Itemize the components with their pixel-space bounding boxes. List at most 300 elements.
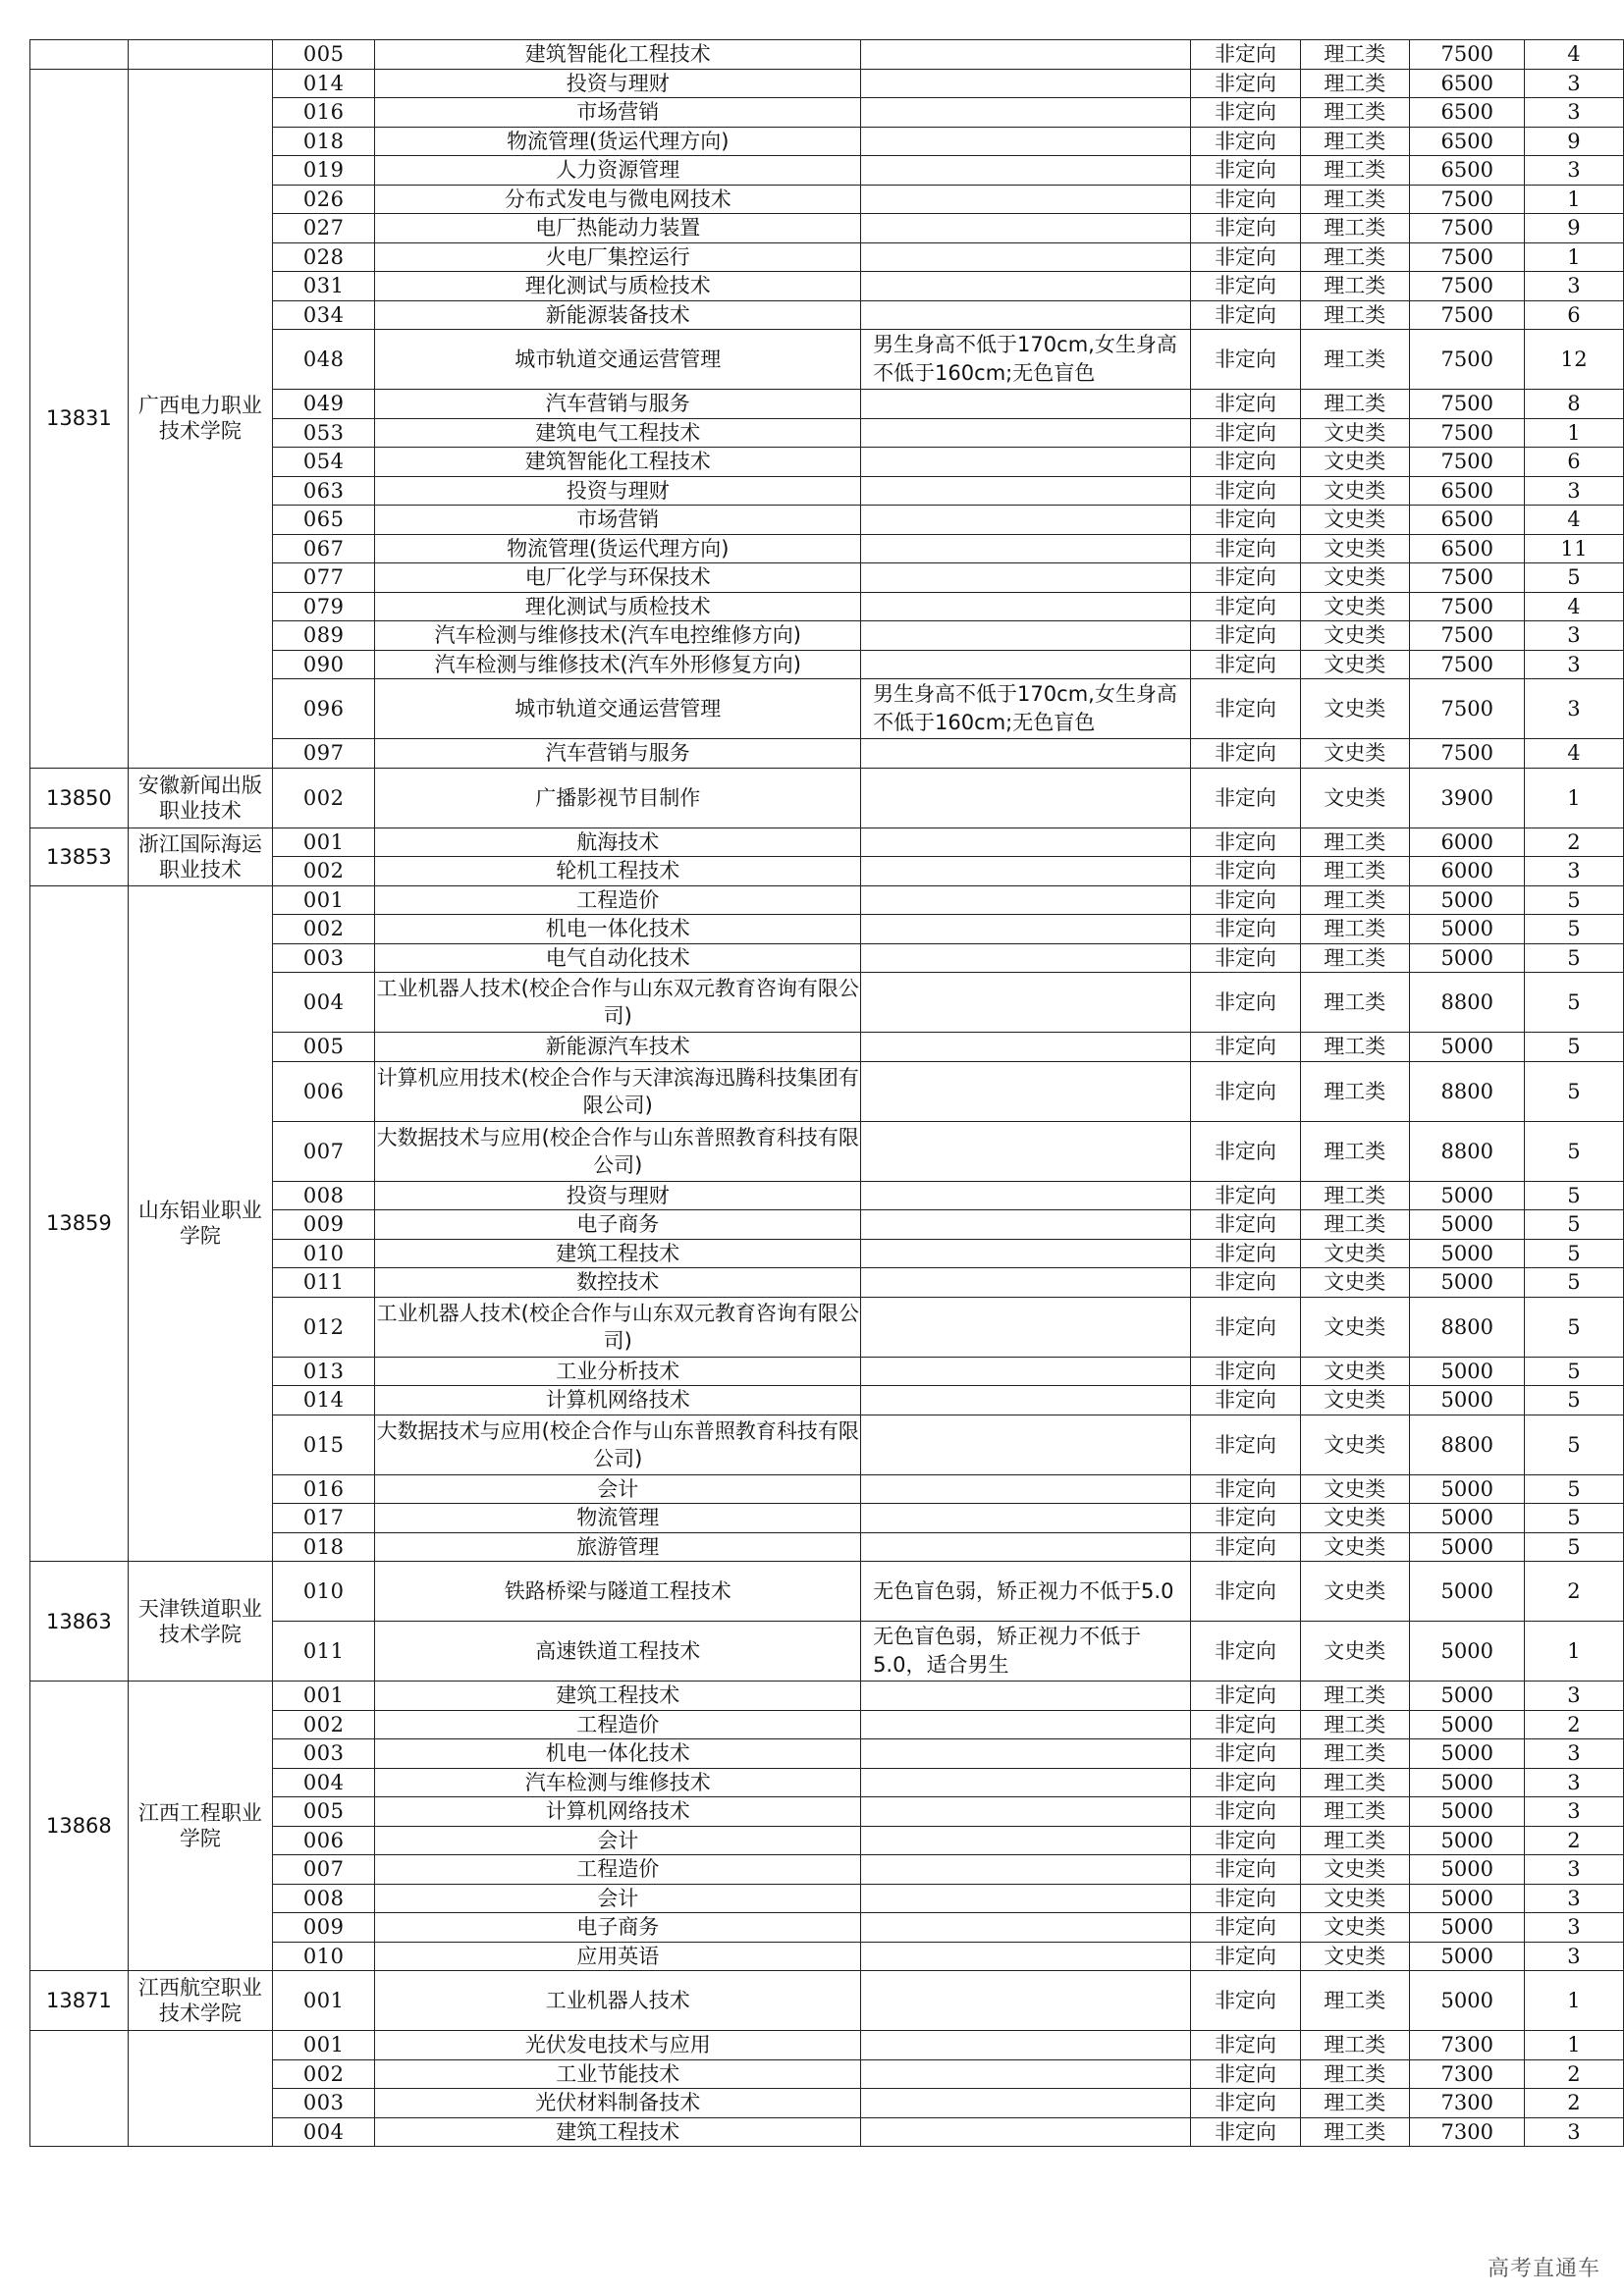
- major-name-cell: 计算机网络技术: [375, 1386, 861, 1415]
- tuition-cell: 7300: [1409, 2031, 1525, 2060]
- major-code-cell: 004: [272, 2117, 375, 2147]
- major-name-cell: 汽车营销与服务: [375, 390, 861, 419]
- plan-type-cell: 非定向: [1191, 592, 1300, 621]
- category-cell: 理工类: [1300, 1181, 1409, 1210]
- major-name-cell: 机电一体化技术: [375, 1739, 861, 1769]
- major-code-cell: 001: [272, 2031, 375, 2060]
- plan-type-cell: 非定向: [1191, 506, 1300, 535]
- quota-cell: 6: [1525, 448, 1624, 477]
- note-cell: [861, 857, 1191, 886]
- major-code-cell: 001: [272, 1682, 375, 1711]
- tuition-cell: 5000: [1409, 1357, 1525, 1386]
- major-name-cell: 航海技术: [375, 828, 861, 857]
- note-cell: [861, 1357, 1191, 1386]
- note-cell: [861, 2089, 1191, 2118]
- major-name-cell: 机电一体化技术: [375, 915, 861, 944]
- plan-type-cell: 非定向: [1191, 1532, 1300, 1562]
- note-cell: [861, 418, 1191, 448]
- category-cell: 文史类: [1300, 1268, 1409, 1298]
- quota-cell: 2: [1525, 828, 1624, 857]
- tuition-cell: 5000: [1409, 1033, 1525, 1062]
- quota-cell: 5: [1525, 1357, 1624, 1386]
- major-name-cell: 会计: [375, 1884, 861, 1913]
- table-row: [30, 1971, 1624, 2031]
- category-cell: 文史类: [1300, 1562, 1409, 1622]
- quota-cell: 3: [1525, 98, 1624, 128]
- note-cell: [861, 40, 1191, 70]
- major-name-cell: 物流管理(货运代理方向): [375, 127, 861, 156]
- quota-cell: 3: [1525, 1942, 1624, 1971]
- note-cell: [861, 2031, 1191, 2060]
- major-code-cell: 016: [272, 1474, 375, 1504]
- category-cell: 文史类: [1300, 679, 1409, 739]
- major-name-cell: 工业节能技术: [375, 2059, 861, 2089]
- school-code-cell: 13871: [30, 1971, 129, 2031]
- tuition-cell: 5000: [1409, 943, 1525, 973]
- tuition-cell: 6500: [1409, 69, 1525, 98]
- tuition-cell: 5000: [1409, 1826, 1525, 1855]
- major-code-cell: 018: [272, 1532, 375, 1562]
- major-code-cell: 002: [272, 915, 375, 944]
- plan-type-cell: 非定向: [1191, 1415, 1300, 1474]
- school-name-cell: 山东铝业职业学院: [128, 885, 272, 1562]
- tuition-cell: 6500: [1409, 476, 1525, 506]
- tuition-cell: 8800: [1409, 1121, 1525, 1181]
- major-name-cell: 分布式发电与微电网技术: [375, 185, 861, 214]
- major-name-cell: 铁路桥梁与隧道工程技术: [375, 1562, 861, 1622]
- plan-type-cell: 非定向: [1191, 1942, 1300, 1971]
- category-cell: 理工类: [1300, 127, 1409, 156]
- major-code-cell: 005: [272, 40, 375, 70]
- quota-cell: 5: [1525, 1504, 1624, 1533]
- note-cell: [861, 1121, 1191, 1181]
- category-cell: 文史类: [1300, 621, 1409, 651]
- category-cell: 理工类: [1300, 857, 1409, 886]
- plan-type-cell: 非定向: [1191, 2031, 1300, 2060]
- tuition-cell: 8800: [1409, 973, 1525, 1033]
- plan-type-cell: 非定向: [1191, 650, 1300, 679]
- plan-type-cell: 非定向: [1191, 418, 1300, 448]
- quota-cell: 5: [1525, 1386, 1624, 1415]
- category-cell: 理工类: [1300, 1033, 1409, 1062]
- plan-type-cell: 非定向: [1191, 1710, 1300, 1739]
- category-cell: 理工类: [1300, 390, 1409, 419]
- tuition-cell: 7300: [1409, 2089, 1525, 2118]
- quota-cell: 3: [1525, 1682, 1624, 1711]
- major-name-cell: 电子商务: [375, 1913, 861, 1943]
- quota-cell: 9: [1525, 127, 1624, 156]
- major-code-cell: 008: [272, 1181, 375, 1210]
- major-name-cell: 物流管理: [375, 1504, 861, 1533]
- plan-type-cell: 非定向: [1191, 857, 1300, 886]
- category-cell: 文史类: [1300, 506, 1409, 535]
- quota-cell: 5: [1525, 1415, 1624, 1474]
- category-cell: 理工类: [1300, 915, 1409, 944]
- note-cell: [861, 272, 1191, 301]
- plan-type-cell: 非定向: [1191, 40, 1300, 70]
- plan-type-cell: 非定向: [1191, 1386, 1300, 1415]
- table-row: [30, 69, 1624, 98]
- note-cell: [861, 650, 1191, 679]
- major-code-cell: 034: [272, 300, 375, 330]
- major-code-cell: 049: [272, 390, 375, 419]
- major-code-cell: 001: [272, 828, 375, 857]
- plan-type-cell: 非定向: [1191, 1357, 1300, 1386]
- tuition-cell: 5000: [1409, 1210, 1525, 1240]
- plan-type-cell: 非定向: [1191, 214, 1300, 243]
- tuition-cell: 8800: [1409, 1297, 1525, 1357]
- tuition-cell: 7300: [1409, 2117, 1525, 2147]
- major-name-cell: 工业机器人技术(校企合作与山东双元教育咨询有限公司): [375, 973, 861, 1033]
- quota-cell: 5: [1525, 1474, 1624, 1504]
- quota-cell: 3: [1525, 1739, 1624, 1769]
- quota-cell: 4: [1525, 40, 1624, 70]
- major-code-cell: 048: [272, 330, 375, 390]
- school-code-cell: 13850: [30, 768, 129, 828]
- major-code-cell: 026: [272, 185, 375, 214]
- major-name-cell: 工程造价: [375, 1710, 861, 1739]
- table-row: [30, 885, 1624, 915]
- major-code-cell: 096: [272, 679, 375, 739]
- category-cell: 理工类: [1300, 156, 1409, 186]
- tuition-cell: 5000: [1409, 1386, 1525, 1415]
- note-cell: [861, 1061, 1191, 1121]
- category-cell: 文史类: [1300, 1415, 1409, 1474]
- school-code-cell: 13859: [30, 885, 129, 1562]
- major-code-cell: 005: [272, 1797, 375, 1827]
- category-cell: 文史类: [1300, 1942, 1409, 1971]
- category-cell: 理工类: [1300, 973, 1409, 1033]
- quota-cell: 3: [1525, 650, 1624, 679]
- plan-type-cell: 非定向: [1191, 915, 1300, 944]
- quota-cell: 3: [1525, 1797, 1624, 1827]
- note-cell: [861, 300, 1191, 330]
- note-cell: 男生身高不低于170cm,女生身高不低于160cm;无色盲色: [861, 330, 1191, 390]
- category-cell: 理工类: [1300, 1797, 1409, 1827]
- major-name-cell: 建筑工程技术: [375, 1239, 861, 1268]
- category-cell: 理工类: [1300, 272, 1409, 301]
- quota-cell: 2: [1525, 1562, 1624, 1622]
- major-name-cell: 轮机工程技术: [375, 857, 861, 886]
- category-cell: 理工类: [1300, 828, 1409, 857]
- major-code-cell: 009: [272, 1913, 375, 1943]
- tuition-cell: 5000: [1409, 1855, 1525, 1885]
- tuition-cell: 5000: [1409, 1562, 1525, 1622]
- quota-cell: 3: [1525, 1884, 1624, 1913]
- major-name-cell: 电气自动化技术: [375, 943, 861, 973]
- tuition-cell: 6000: [1409, 857, 1525, 886]
- quota-cell: 1: [1525, 418, 1624, 448]
- quota-cell: 3: [1525, 679, 1624, 739]
- plan-type-cell: 非定向: [1191, 1297, 1300, 1357]
- major-code-cell: 005: [272, 1033, 375, 1062]
- tuition-cell: 5000: [1409, 1532, 1525, 1562]
- category-cell: 理工类: [1300, 1710, 1409, 1739]
- quota-cell: 5: [1525, 1268, 1624, 1298]
- category-cell: 理工类: [1300, 1768, 1409, 1797]
- quota-cell: 5: [1525, 1210, 1624, 1240]
- quota-cell: 1: [1525, 2031, 1624, 2060]
- major-name-cell: 大数据技术与应用(校企合作与山东普照教育科技有限公司): [375, 1121, 861, 1181]
- category-cell: 理工类: [1300, 2117, 1409, 2147]
- note-cell: [861, 1532, 1191, 1562]
- quota-cell: 8: [1525, 390, 1624, 419]
- quota-cell: 2: [1525, 1710, 1624, 1739]
- quota-cell: 5: [1525, 1239, 1624, 1268]
- note-cell: [861, 127, 1191, 156]
- quota-cell: 5: [1525, 1181, 1624, 1210]
- watermark: 高考直通车: [1487, 2257, 1600, 2281]
- tuition-cell: 5000: [1409, 1268, 1525, 1298]
- note-cell: [861, 1268, 1191, 1298]
- quota-cell: 5: [1525, 973, 1624, 1033]
- category-cell: 理工类: [1300, 1061, 1409, 1121]
- tuition-cell: 8800: [1409, 1415, 1525, 1474]
- major-name-cell: 光伏材料制备技术: [375, 2089, 861, 2118]
- plan-type-cell: 非定向: [1191, 127, 1300, 156]
- table-row: [30, 1562, 1624, 1622]
- note-cell: [861, 98, 1191, 128]
- category-cell: 理工类: [1300, 2059, 1409, 2089]
- plan-type-cell: 非定向: [1191, 1181, 1300, 1210]
- quota-cell: 3: [1525, 1913, 1624, 1943]
- plan-type-cell: 非定向: [1191, 1061, 1300, 1121]
- note-cell: [861, 1239, 1191, 1268]
- major-code-cell: 027: [272, 214, 375, 243]
- plan-type-cell: 非定向: [1191, 448, 1300, 477]
- major-name-cell: 工业分析技术: [375, 1357, 861, 1386]
- plan-type-cell: 非定向: [1191, 1474, 1300, 1504]
- tuition-cell: 5000: [1409, 1768, 1525, 1797]
- major-code-cell: 016: [272, 98, 375, 128]
- category-cell: 文史类: [1300, 739, 1409, 769]
- major-code-cell: 097: [272, 739, 375, 769]
- school-code-cell: 13863: [30, 1562, 129, 1682]
- note-cell: [861, 1826, 1191, 1855]
- table-body: [30, 40, 1624, 2147]
- category-cell: 文史类: [1300, 650, 1409, 679]
- plan-type-cell: 非定向: [1191, 1971, 1300, 2031]
- major-name-cell: 火电厂集控运行: [375, 242, 861, 272]
- note-cell: [861, 1710, 1191, 1739]
- table-row: [30, 40, 1624, 70]
- plan-type-cell: 非定向: [1191, 272, 1300, 301]
- quota-cell: 5: [1525, 1061, 1624, 1121]
- note-cell: [861, 1297, 1191, 1357]
- major-name-cell: 高速铁道工程技术: [375, 1622, 861, 1682]
- note-cell: [861, 1181, 1191, 1210]
- major-name-cell: 会计: [375, 1474, 861, 1504]
- quota-cell: 4: [1525, 739, 1624, 769]
- category-cell: 文史类: [1300, 768, 1409, 828]
- category-cell: 文史类: [1300, 1474, 1409, 1504]
- plan-type-cell: 非定向: [1191, 390, 1300, 419]
- major-name-cell: 旅游管理: [375, 1532, 861, 1562]
- major-code-cell: 067: [272, 534, 375, 563]
- major-code-cell: 012: [272, 1297, 375, 1357]
- plan-type-cell: 非定向: [1191, 1033, 1300, 1062]
- major-code-cell: 079: [272, 592, 375, 621]
- plan-type-cell: 非定向: [1191, 1884, 1300, 1913]
- quota-cell: 3: [1525, 69, 1624, 98]
- major-name-cell: 光伏发电技术与应用: [375, 2031, 861, 2060]
- plan-type-cell: 非定向: [1191, 768, 1300, 828]
- tuition-cell: 3900: [1409, 768, 1525, 828]
- note-cell: [861, 476, 1191, 506]
- major-code-cell: 006: [272, 1061, 375, 1121]
- plan-type-cell: 非定向: [1191, 1562, 1300, 1622]
- tuition-cell: 8800: [1409, 1061, 1525, 1121]
- quota-cell: 11: [1525, 534, 1624, 563]
- major-code-cell: 010: [272, 1942, 375, 1971]
- major-code-cell: 077: [272, 563, 375, 593]
- note-cell: [861, 2059, 1191, 2089]
- major-code-cell: 014: [272, 1386, 375, 1415]
- note-cell: [861, 69, 1191, 98]
- major-name-cell: 汽车检测与维修技术(汽车外形修复方向): [375, 650, 861, 679]
- category-cell: 理工类: [1300, 1971, 1409, 2031]
- major-code-cell: 004: [272, 1768, 375, 1797]
- plan-type-cell: 非定向: [1191, 98, 1300, 128]
- school-name-cell: 天津铁道职业技术学院: [128, 1562, 272, 1682]
- major-code-cell: 017: [272, 1504, 375, 1533]
- school-name-cell: [128, 40, 272, 70]
- major-name-cell: 理化测试与质检技术: [375, 592, 861, 621]
- note-cell: [861, 1033, 1191, 1062]
- note-cell: [861, 506, 1191, 535]
- plan-type-cell: 非定向: [1191, 1739, 1300, 1769]
- tuition-cell: 5000: [1409, 1239, 1525, 1268]
- major-name-cell: 会计: [375, 1826, 861, 1855]
- plan-type-cell: 非定向: [1191, 1855, 1300, 1885]
- quota-cell: 5: [1525, 1297, 1624, 1357]
- major-name-cell: 建筑电气工程技术: [375, 418, 861, 448]
- tuition-cell: 7500: [1409, 242, 1525, 272]
- major-name-cell: 城市轨道交通运营管理: [375, 330, 861, 390]
- tuition-cell: 7500: [1409, 563, 1525, 593]
- major-code-cell: 006: [272, 1826, 375, 1855]
- category-cell: 理工类: [1300, 1210, 1409, 1240]
- category-cell: 文史类: [1300, 1884, 1409, 1913]
- quota-cell: 1: [1525, 1971, 1624, 2031]
- quota-cell: 3: [1525, 1855, 1624, 1885]
- quota-cell: 1: [1525, 185, 1624, 214]
- major-name-cell: 新能源装备技术: [375, 300, 861, 330]
- quota-cell: 1: [1525, 242, 1624, 272]
- school-code-cell: 13831: [30, 69, 129, 768]
- quota-cell: 9: [1525, 214, 1624, 243]
- category-cell: 文史类: [1300, 1913, 1409, 1943]
- tuition-cell: 5000: [1409, 1797, 1525, 1827]
- major-name-cell: 城市轨道交通运营管理: [375, 679, 861, 739]
- major-code-cell: 003: [272, 943, 375, 973]
- major-code-cell: 011: [272, 1622, 375, 1682]
- major-code-cell: 002: [272, 857, 375, 886]
- quota-cell: 4: [1525, 592, 1624, 621]
- tuition-cell: 5000: [1409, 915, 1525, 944]
- major-name-cell: 工业机器人技术: [375, 1971, 861, 2031]
- quota-cell: 3: [1525, 621, 1624, 651]
- major-name-cell: 广播影视节目制作: [375, 768, 861, 828]
- category-cell: 理工类: [1300, 1121, 1409, 1181]
- category-cell: 文史类: [1300, 448, 1409, 477]
- note-cell: [861, 156, 1191, 186]
- tuition-cell: 5000: [1409, 1884, 1525, 1913]
- note-cell: [861, 448, 1191, 477]
- category-cell: 文史类: [1300, 1297, 1409, 1357]
- category-cell: 文史类: [1300, 592, 1409, 621]
- quota-cell: 2: [1525, 2089, 1624, 2118]
- note-cell: [861, 1913, 1191, 1943]
- plan-type-cell: 非定向: [1191, 1682, 1300, 1711]
- tuition-cell: 7500: [1409, 650, 1525, 679]
- note-cell: [861, 768, 1191, 828]
- note-cell: [861, 1210, 1191, 1240]
- plan-type-cell: 非定向: [1191, 973, 1300, 1033]
- major-code-cell: 015: [272, 1415, 375, 1474]
- note-cell: [861, 739, 1191, 769]
- tuition-cell: 7500: [1409, 739, 1525, 769]
- quota-cell: 1: [1525, 768, 1624, 828]
- plan-type-cell: 非定向: [1191, 943, 1300, 973]
- major-name-cell: 汽车检测与维修技术(汽车电控维修方向): [375, 621, 861, 651]
- plan-type-cell: 非定向: [1191, 1768, 1300, 1797]
- note-cell: [861, 1474, 1191, 1504]
- major-name-cell: 工程造价: [375, 885, 861, 915]
- note-cell: [861, 1884, 1191, 1913]
- school-code-cell: [30, 2031, 129, 2147]
- category-cell: 文史类: [1300, 1532, 1409, 1562]
- major-name-cell: 理化测试与质检技术: [375, 272, 861, 301]
- major-name-cell: 新能源汽车技术: [375, 1033, 861, 1062]
- category-cell: 文史类: [1300, 563, 1409, 593]
- major-name-cell: 投资与理财: [375, 69, 861, 98]
- major-code-cell: 019: [272, 156, 375, 186]
- major-code-cell: 010: [272, 1562, 375, 1622]
- tuition-cell: 7500: [1409, 40, 1525, 70]
- major-name-cell: 投资与理财: [375, 476, 861, 506]
- category-cell: 理工类: [1300, 1739, 1409, 1769]
- category-cell: 理工类: [1300, 2089, 1409, 2118]
- tuition-cell: 7500: [1409, 621, 1525, 651]
- note-cell: [861, 1739, 1191, 1769]
- major-code-cell: 011: [272, 1268, 375, 1298]
- tuition-cell: 6500: [1409, 534, 1525, 563]
- category-cell: 理工类: [1300, 1682, 1409, 1711]
- major-name-cell: 电厂化学与环保技术: [375, 563, 861, 593]
- plan-type-cell: 非定向: [1191, 185, 1300, 214]
- category-cell: 理工类: [1300, 300, 1409, 330]
- school-name-cell: 江西航空职业技术学院: [128, 1971, 272, 2031]
- tuition-cell: 5000: [1409, 1942, 1525, 1971]
- category-cell: 文史类: [1300, 1386, 1409, 1415]
- note-cell: [861, 973, 1191, 1033]
- school-name-cell: 江西工程职业学院: [128, 1682, 272, 1971]
- plan-type-cell: 非定向: [1191, 534, 1300, 563]
- quota-cell: 12: [1525, 330, 1624, 390]
- major-code-cell: 063: [272, 476, 375, 506]
- category-cell: 理工类: [1300, 185, 1409, 214]
- quota-cell: 3: [1525, 2117, 1624, 2147]
- school-code-cell: 13853: [30, 828, 129, 885]
- major-code-cell: 090: [272, 650, 375, 679]
- quota-cell: 6: [1525, 300, 1624, 330]
- tuition-cell: 5000: [1409, 1622, 1525, 1682]
- note-cell: [861, 592, 1191, 621]
- tuition-cell: 7300: [1409, 2059, 1525, 2089]
- plan-type-cell: 非定向: [1191, 1913, 1300, 1943]
- plan-type-cell: 非定向: [1191, 621, 1300, 651]
